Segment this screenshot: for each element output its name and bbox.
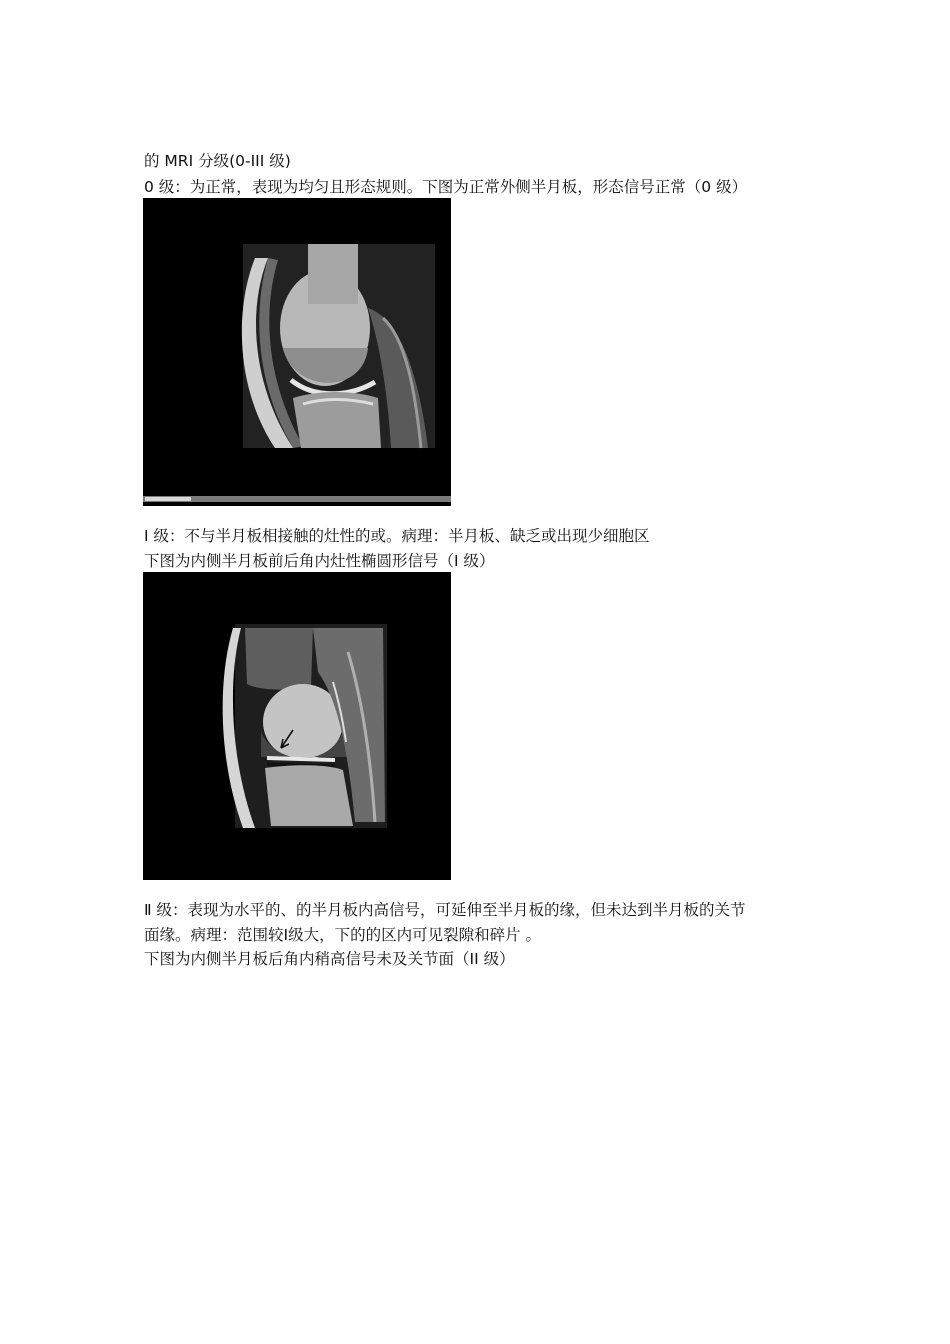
grade0-description: 0 级：为正常，表现为均匀且形态规则。下图为正常外侧半月板，形态信号正常（0 级） bbox=[144, 178, 748, 196]
mri-image-grade0 bbox=[143, 198, 451, 506]
grade1-description: Ⅰ 级：不与半月板相接触的灶性的或。病理：半月板、缺乏或出现少细胞区 bbox=[144, 527, 650, 545]
grade2-description-line2: 面缘。病理：范围较Ⅰ级大，下的的区内可见裂隙和碎片 。 bbox=[144, 926, 542, 944]
page-title: 的 MRI 分级(0-III 级) bbox=[144, 152, 291, 170]
grade2-caption: 下图为内侧半月板后角内稍高信号未及关节面（II 级） bbox=[144, 950, 515, 968]
grade2-description-line1: Ⅱ 级：表现为水平的、的半月板内高信号，可延伸至半月板的缘，但未达到半月板的关节 bbox=[144, 901, 746, 919]
grade1-caption: 下图为内侧半月板前后角内灶性椭圆形信号（I 级） bbox=[144, 552, 495, 570]
mri-image-grade1 bbox=[143, 572, 451, 880]
